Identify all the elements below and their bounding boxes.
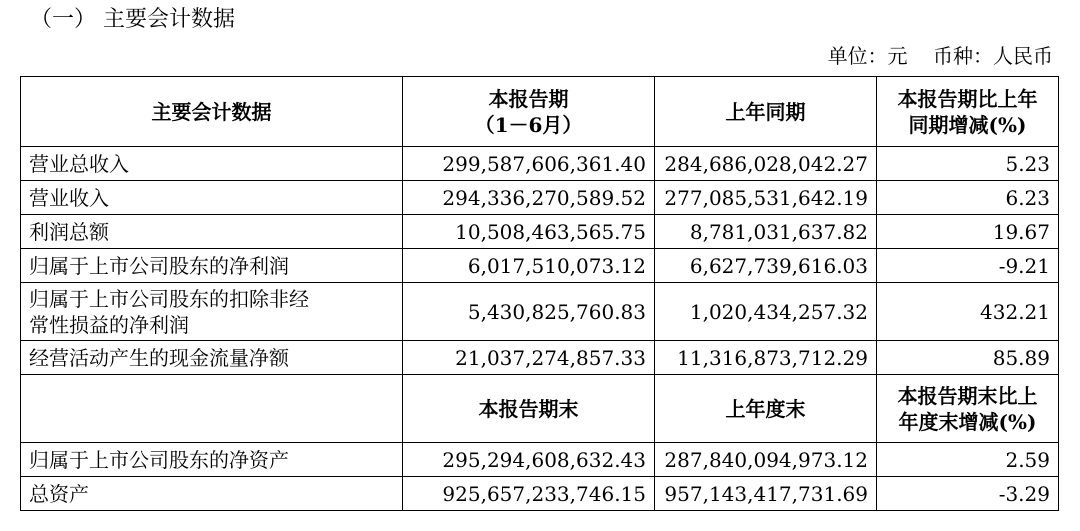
subheader-prior-year-end: 上年度末 (655, 375, 877, 443)
subheader-period-end: 本报告期末 (403, 375, 655, 443)
current-value: 10,508,463,565.75 (403, 215, 655, 249)
prior-value: 957,143,417,731.69 (655, 477, 877, 511)
prior-value: 6,627,739,616.03 (655, 249, 877, 283)
table-row (21, 215, 1059, 249)
row-label: 归属于上市公司股东的净利润 (21, 249, 403, 283)
table-row (21, 181, 1059, 215)
header-current-period (403, 77, 655, 147)
prior-value: 8,781,031,637.82 (655, 215, 877, 249)
row-label: 利润总额 (21, 215, 403, 249)
current-value: 299,587,606,361.40 (403, 147, 655, 181)
header-prior-period: 上年同期 (655, 77, 877, 147)
prior-value: 284,686,028,042.27 (655, 147, 877, 181)
header-change-line1: 本报告期比上年 (897, 86, 1038, 111)
row-label: 经营活动产生的现金流量净额 (21, 341, 403, 375)
table-header-row (21, 77, 1059, 147)
subheader-change (877, 375, 1059, 443)
table-subheader-row (21, 375, 1059, 443)
header-change-line2: 同期增减(%) (908, 112, 1027, 137)
subheader-change-line1: 本报告期末比上 (897, 383, 1038, 408)
prior-value: 287,840,094,973.12 (655, 443, 877, 477)
header-current-period-line2: （1－6月） (474, 112, 583, 137)
table-row (21, 283, 1059, 341)
row-label: 营业收入 (21, 181, 403, 215)
row-label-line2: 常性损益的净利润 (29, 312, 189, 337)
unit-currency-note: 单位：元 币种：人民币 (827, 44, 1053, 68)
table-row (21, 477, 1059, 511)
table-row (21, 249, 1059, 283)
table-row (21, 443, 1059, 477)
change-percent: 19.67 (877, 215, 1059, 249)
table-row (21, 147, 1059, 181)
header-change (877, 77, 1059, 147)
change-percent: 432.21 (877, 283, 1059, 341)
current-value: 6,017,510,073.12 (403, 249, 655, 283)
row-label: 归属于上市公司股东的净资产 (21, 443, 403, 477)
change-percent: 6.23 (877, 181, 1059, 215)
table-row (21, 341, 1059, 375)
change-percent: -9.21 (877, 249, 1059, 283)
current-value: 925,657,233,746.15 (403, 477, 655, 511)
section-title: （一） 主要会计数据 (30, 7, 235, 32)
key-accounting-data-table (20, 76, 1059, 511)
change-percent: 5.23 (877, 147, 1059, 181)
prior-value: 11,316,873,712.29 (655, 341, 877, 375)
prior-value: 277,085,531,642.19 (655, 181, 877, 215)
row-label (21, 283, 403, 341)
current-value: 5,430,825,760.83 (403, 283, 655, 341)
header-item: 主要会计数据 (21, 77, 403, 147)
change-percent: 85.89 (877, 341, 1059, 375)
subheader-change-line2: 年度末增减(%) (898, 409, 1037, 434)
current-value: 294,336,270,589.52 (403, 181, 655, 215)
change-percent: -3.29 (877, 477, 1059, 511)
change-percent: 2.59 (877, 443, 1059, 477)
row-label: 总资产 (21, 477, 403, 511)
row-label: 营业总收入 (21, 147, 403, 181)
current-value: 295,294,608,632.43 (403, 443, 655, 477)
subheader-empty (21, 375, 403, 443)
current-value: 21,037,274,857.33 (403, 341, 655, 375)
prior-value: 1,020,434,257.32 (655, 283, 877, 341)
header-current-period-line1: 本报告期 (488, 86, 569, 111)
row-label-line1: 归属于上市公司股东的扣除非经 (29, 286, 309, 311)
